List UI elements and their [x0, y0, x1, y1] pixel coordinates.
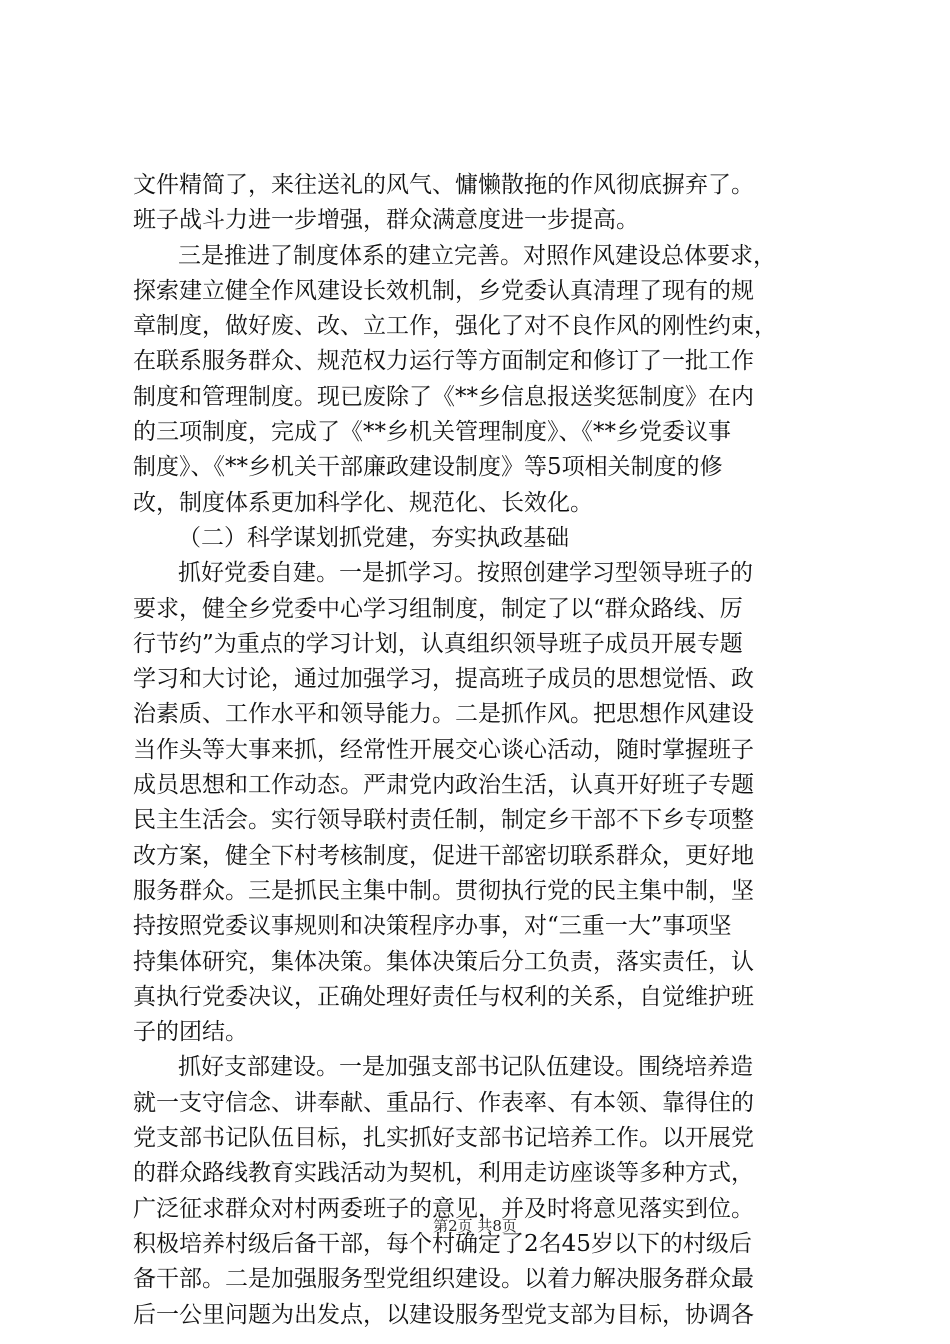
text-line: 成员思想和工作动态。严肃党内政治生活，认真开好班子专题: [133, 772, 754, 799]
text-line: 的三项制度，完成了《**乡机关管理制度》、《**乡党委议事: [133, 419, 731, 446]
text-line: 民主生活会。实行领导联村责任制，制定乡干部不下乡专项整: [133, 807, 754, 834]
text-line: 要求，健全乡党委中心学习组制度，制定了以“群众路线、厉: [133, 595, 743, 622]
text-line: 制度》、《**乡机关干部廉政建设制度》等5项相关制度的修: [133, 454, 723, 481]
text-line: 文件精简了，来往送礼的风气、慵懒散拖的作风彻底摒弃了。: [133, 172, 754, 198]
text-line: 当作头等大事来抓，经常性开展交心谈心活动，随时掌握班子: [133, 736, 754, 763]
paragraph-start-line: 抓好党委自建。一是抓学习。按照创建学习型领导班子的: [178, 560, 753, 587]
text-line: 行节约”为重点的学习计划，认真组织领导班子成员开展专题: [133, 630, 743, 657]
text-line: 班子战斗力进一步增强，群众满意度进一步提高。: [133, 207, 639, 234]
paragraph-start-line: 三是推进了制度体系的建立完善。对照作风建设总体要求，: [178, 242, 776, 269]
section-heading: （二）科学谋划抓党建，夯实执政基础: [178, 524, 569, 551]
text-line: 服务群众。三是抓民主集中制。贯彻执行党的民主集中制，坚: [133, 877, 754, 904]
text-line: 章制度，做好废、改、立工作，强化了对不良作风的刚性约束，: [133, 313, 777, 340]
text-line: 改，制度体系更加科学化、规范化、长效化。: [133, 489, 593, 516]
text-line: 探索建立健全作风建设长效机制，乡党委认真清理了现有的规: [133, 277, 754, 304]
text-line: 就一支守信念、讲奉献、重品行、作表率、有本领、靠得住的: [133, 1089, 754, 1116]
text-line: 备干部。二是加强服务型党组织建设。以着力解决服务群众最: [133, 1266, 754, 1293]
text-line: 持按照党委议事规则和决策程序办事，对“三重一大”事项坚: [133, 913, 732, 940]
text-line: 在联系服务群众、规范权力运行等方面制定和修订了一批工作: [133, 348, 754, 375]
page-number-footer: 第2页 共8页: [433, 1217, 517, 1235]
text-line: 改方案，健全下村考核制度，促进干部密切联系群众，更好地: [133, 842, 754, 869]
paragraph-start-line: 抓好支部建设。一是加强支部书记队伍建设。围绕培养造: [178, 1054, 753, 1081]
text-line: 治素质、工作水平和领导能力。二是抓作风。把思想作风建设: [133, 701, 754, 728]
text-line: 积极培养村级后备干部，每个村确定了2名45岁以下的村级后: [133, 1230, 752, 1257]
text-line: 持集体研究，集体决策。集体决策后分工负责，落实责任，认: [133, 948, 754, 975]
text-line: 后一公里问题为出发点，以建设服务型党支部为目标，协调各: [133, 1301, 754, 1328]
text-line: 的群众路线教育实践活动为契机，利用走访座谈等多种方式，: [133, 1160, 754, 1187]
text-line: 子的团结。: [133, 1019, 248, 1046]
document-body: [133, 168, 845, 1333]
text-line: 学习和大讨论，通过加强学习，提高班子成员的思想觉悟、政: [133, 666, 754, 693]
text-line: 制度和管理制度。现已废除了《**乡信息报送奖惩制度》在内: [133, 383, 754, 410]
text-line: 党支部书记队伍目标，扎实抓好支部书记培养工作。以开展党: [133, 1125, 754, 1152]
text-line: 真执行党委决议，正确处理好责任与权利的关系，自觉维护班: [133, 983, 754, 1010]
text-line: 广泛征求群众对村两委班子的意见，并及时将意见落实到位。: [133, 1195, 754, 1222]
